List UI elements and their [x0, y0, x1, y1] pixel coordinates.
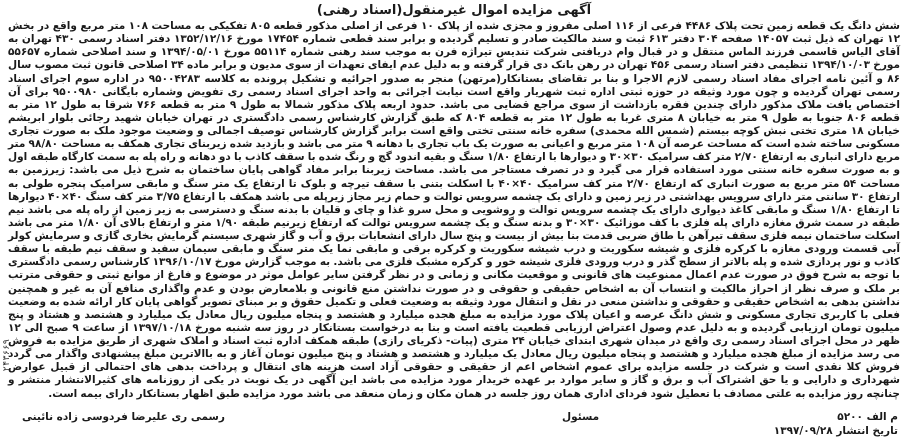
office-signature: رسمی ری علیرضا فردوسی زاده نائینی — [22, 411, 225, 423]
publication-date: تاریخ انتشار ۱۳۹۷/۰۹/۲۸ — [773, 425, 898, 437]
notice-body: شش دانگ یک قطعه زمین تحت پلاک ۴۴۸۶ فرعی از ۱۱۶ اصلی مفروز و مجزی شده از پلاک ۱۰ فرعی از اصلی مذکور قطعه ۸۰۵ تفکیکی به مساحت ۱۰۸ متر مربع واقع در بخش ۱۲ تهران که ذیل ثبت ۱۴۰۵۷ صفحه ۳۰۴ دفتر ۶۱۳ ثبت و سند مالکیت صادر و تسلیم گردیده و برابر سند قطعی شماره ۱۷۴۵۴ مورخ ۱۳۵۲/۱۲/۱۶ دفتر اسناد رسمی ۴۳۰ تهران به آقای الیاس قاسمی فرزند الماس منتقل و در قبال وام دریافتی شرکت تندیس تیراژه فرن به موجب سند رهنی شماره ۵۵۱۱۴ مورخ ۱۳۹۴/۰۵/۰۱ و سند اصلاحی شماره ۵۵۶۵۷ مورخ ۱۳۹۴/۱۰/۰۳ تنظیمی دفتر اسناد رسمی ۴۵۶ تهران در رهن بانک دی قرار گرفته و به دلیل عدم ایفای تعهدات از سوی مدیون و برابر ماده ۳۴ اصلاحی قانون ثبت مصوب سال ۸۶ و آئین نامه اجرای مفاد اسناد رسمی لازم الاجرا و بنا بر تقاضای بستانکار(مرتهن) منجر به صدور اجرائیه و تشکیل پرونده به کلاسه ۹۵۰۰۴۲۸۳ در اداره سوم اجرای اسناد رسمی تهران گردیده و چون مورد وثیقه در حوزه ثبتی اداره ثبت شهریار واقع است نیابت اجرائی به واحد اجرای اسناد رسمی ری تفویض وشماره بایگانی ۹۵۰۰۹۸۰ برای آن اختصاص یافت ملاک مذکور دارای چندین فقره بازداشت از سوی مراجع قضایی می باشد. حدود اربعه پلاک مذکور شمالا به طول ۹ متر به قطعه ۷۶۶ شرقا به طول ۱۲ متر به قطعه ۸۰۶ جنوبا به طول ۹ متر به خیابان ۸ متری غربا به طول ۱۲ متر به قطعه ۸۰۴ که طبق گزارش کارشناس رسمی دادگستری در تهران خیابان شهید رجائی بلوار ابریشم خیابان ۱۸ متری تختی نبش کوچه بیستم (شمس الله محمدی) سفره خانه سنتی تختی واقع است برابر گزارش کارشناس توصیف اجمالی و وضعیت موجود ملک به صورت تجاری مسکونی ساخته شده است که مساحت عرصه آن ۱۰۸ متر مربع و اعیانی به صورت یک باب تجاری با دهانه ۹ متر می باشد و بازدید شده زیربنای تجاری همکف به مساحت ۹۸/۸۰ متر مربع دارای انباری به ارتفاع ۲/۷۰ متر کف سرامیک ۳۰×۳۰ و دیوارها با ارتفاع ۱/۸۰ سنگ و بقیه اندود گچ و رنگ شده با سقف کاذب با دو دهانه و راه پله به سمت کارگاه طبقه اول و به صورت سفره خانه سنتی مورد استفاده قرار می گیرد و در تصرف مستاجر می باشد. مساحت زیربنا برابر مفاد گواهی پایان ساختمان به شرح ذیل می باشد: زیرزمین به مساحت ۵۴ متر مربع به صورت انباری که ارتفاع ۲/۷۰ متر کف سرامیک ۴۰×۴۰ با اسکلت بتنی با سقف تیرچه و بلوک تا ارتفاع یک متر سنگ و مابقی سرامیک پنجره طولی به ارتفاع ۳۰ سانتی متر دارای سرویس بهداشتی در زیر زمین و دارای یک چشمه سرویس توالت و حمام زیر مجاز زیرپله می باشد همکف با ارتفاع ۳/۷۵ متر کف سنگ ۴۰×۴۰ دیوارها تا ارتفاع ۱/۸۰ سنگ و مابقی کاغذ دیواری دارای یک چشمه سرویس توالت و روشویی و محل سرو غذا و چای و قلیان با بدنه سنگ و دسترسی به زیر زمین از راه پله می باشد نیم طبقه در سمت شرق مغازه دارای پله فلزی با کف موزائیک ۳۰×۳۰ و بدنه سنگ و یک چشمه سرویس توالت که ارتفاع زیرنیم طبقه ۱/۹۰ متر و ارتفاع بالای آن ۱/۸۰ متر می باشد اسکلت ساختمان نیمه فلزی سقف تیرآهن با طاق ضربی قدمت بنا بیش از بیست و پنج سال دارای انشعابات برق و آب و گاز شهری سیستم گرمایش بخاری گازی و سرمایش کولر آبی قسمت ورودی مغازه با کرکره فلزی و شیشه سکوریت و درب شیشه سکوریت و کرکره برقی و مابقی نما یک متر سنگ و مابقی سیمان سفید و سقف نیم طبقه با سقف کاذب و نور پردازی شده و پله بالاتر از سطح گذر و درب ورودی فلزی شیشه خور و کرکره مشبک فلزی می باشد. به موجب گزارش مورخ ۱۳۹۶/۱۰/۱۷ کارشناس رسمی دادگستری با توجه به شرح فوق در صورت عدم اعمال ممنوعیت های قانونی و موقعیت مکانی و زمانی و در نظر گرفتن سایر عوامل موثر در موضوع و فارغ از موانع ثبتی و حقوقی مترتب بر ملک و صرف نظر از احراز مالکیت و انتساب آن به اشخاص حقیقی و حقوقی و در صورت نداشتن منع قانونی و بلامعارض بودن و عدم واگذاری منافع آن به غیر و همچنین نداشتن بدهی به اشخاص حقیقی و حقوقی و نداشتن منعی در نقل و انتقال مورد وثیقه به وضعیت فعلی و تکمیل حقوق و بر مبنای تصویر گواهی پایان کار ارائه شده به وضعیت فعلی با کاربری تجاری مسکونی و شش دانگ عرصه و اعیان پلاک مورد مزایده به مبلغ هجده میلیارد و هشتصد و پنجاه میلیون ریال معادل یک میلیارد و هشتصد و هشتاد و پنج میلیون تومان ارزیابی گردیده و به دلیل عدم وصول اعتراض ارزیابی قطعیت یافته است و بنا به درخواست بستانکار در روز سه شنبه مورخ ۱۳۹۷/۱۰/۱۸ از ساعت ۹ صبح الی ۱۲ ظهر در محل اجرای اسناد رسمی ری واقع در میدان شهری ابتدای خیابان ۲۴ متری (پیات- ذکریای رازی) طبقه همکف اداره ثبت اسناد و املاک شهری از طریق مزایده به فروش می رسد مزایده از مبلغ هجده میلیارد و هشتصد و پنجاه میلیون ریال معادل یک میلیارد و هشتصد و هشتاد و پنج میلیون تومان آغاز و به باالاترین مبلغ پیشنهادی واگذار می گردد فروش کلا نقدی است و شرکت در جلسه مزایده برای عموم اشخاص اعم از حقیقی و حقوقی آزاد است هزینه های انتقال و پرداخت بدهی های احتمالی از قبیل عوارض شهرداری و دارایی و یا حق اشتراک آب و برق و گاز و سایر موارد بر عهده خریدار مورد مزایده می باشد این آگهی در یک نوبت در یکی از روزنامه های کثیرالانتشار منتشر و چنانچه روز مزایده به علتی مصادف با تعطیل شود فردای اداری همان روز جلسه در همان مکان و زمان منعقد می باشد مورد مزایده طبق اظهار بستانکار دارای بیمه است. — [8, 20, 901, 400]
issue-number: م الف ۵۲۰۰ — [837, 411, 898, 423]
notice-title: آگهی مزایده اموال غیرمنقول(اسناد رهنی) — [316, 3, 592, 18]
notice-footer — [22, 410, 898, 438]
footer-publication — [774, 410, 898, 438]
side-reference-code: ۲۴۳۶۶۹ — [2, 339, 12, 372]
responsible-label: مسئول — [562, 411, 600, 423]
